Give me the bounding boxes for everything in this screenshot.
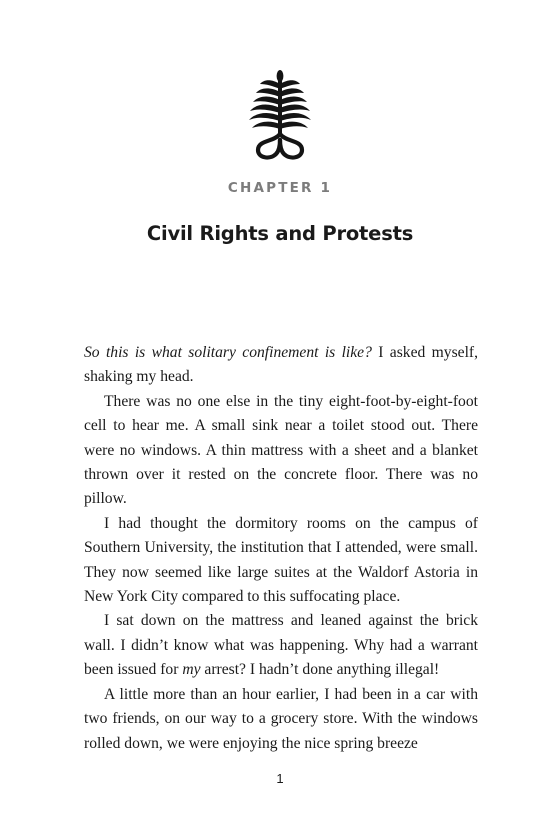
paragraph-text: I asked myself, shaking my head. [84,344,478,386]
emphasis: my [182,661,201,679]
paragraph: There was no one else in the tiny eight-foot-by-eight-foot cell to hear me. A small sink near a toilet stood out. There were no windows. A thin mattress with a sheet and a blanket thrown over it rested on the concrete floor. There was no pillow. [84,392,478,508]
chapter-title: Civil Rights and Protests [146,222,414,245]
chapter-label: CHAPTER 1 [227,180,333,196]
page-number: 1 [276,771,284,786]
paragraph [84,341,478,390]
paragraph: A little more than an hour earlier, I had been in a car with two friends, on our way to a grocery store. With the windows rolled down, we were enjoying the nice spring breeze [84,685,478,752]
fern-ornament-icon [246,70,314,162]
body-text [84,341,478,756]
paragraph [84,609,478,682]
italic-lead: So this is what solitary confinement is like? [84,344,372,361]
paragraph-text: arrest? I hadn’t done anything illegal! [200,661,440,679]
paragraph-text: I sat down on the mattress and leaned against the brick wall. I didn’t know what was happening. Why had a warrant been issued for [84,612,478,679]
paragraph: I had thought the dormitory rooms on the campus of Southern University, the institution that I attended, were small. They now seemed like large suites at the Waldorf Astoria in New York City compared to this suffocating place. [84,514,478,606]
